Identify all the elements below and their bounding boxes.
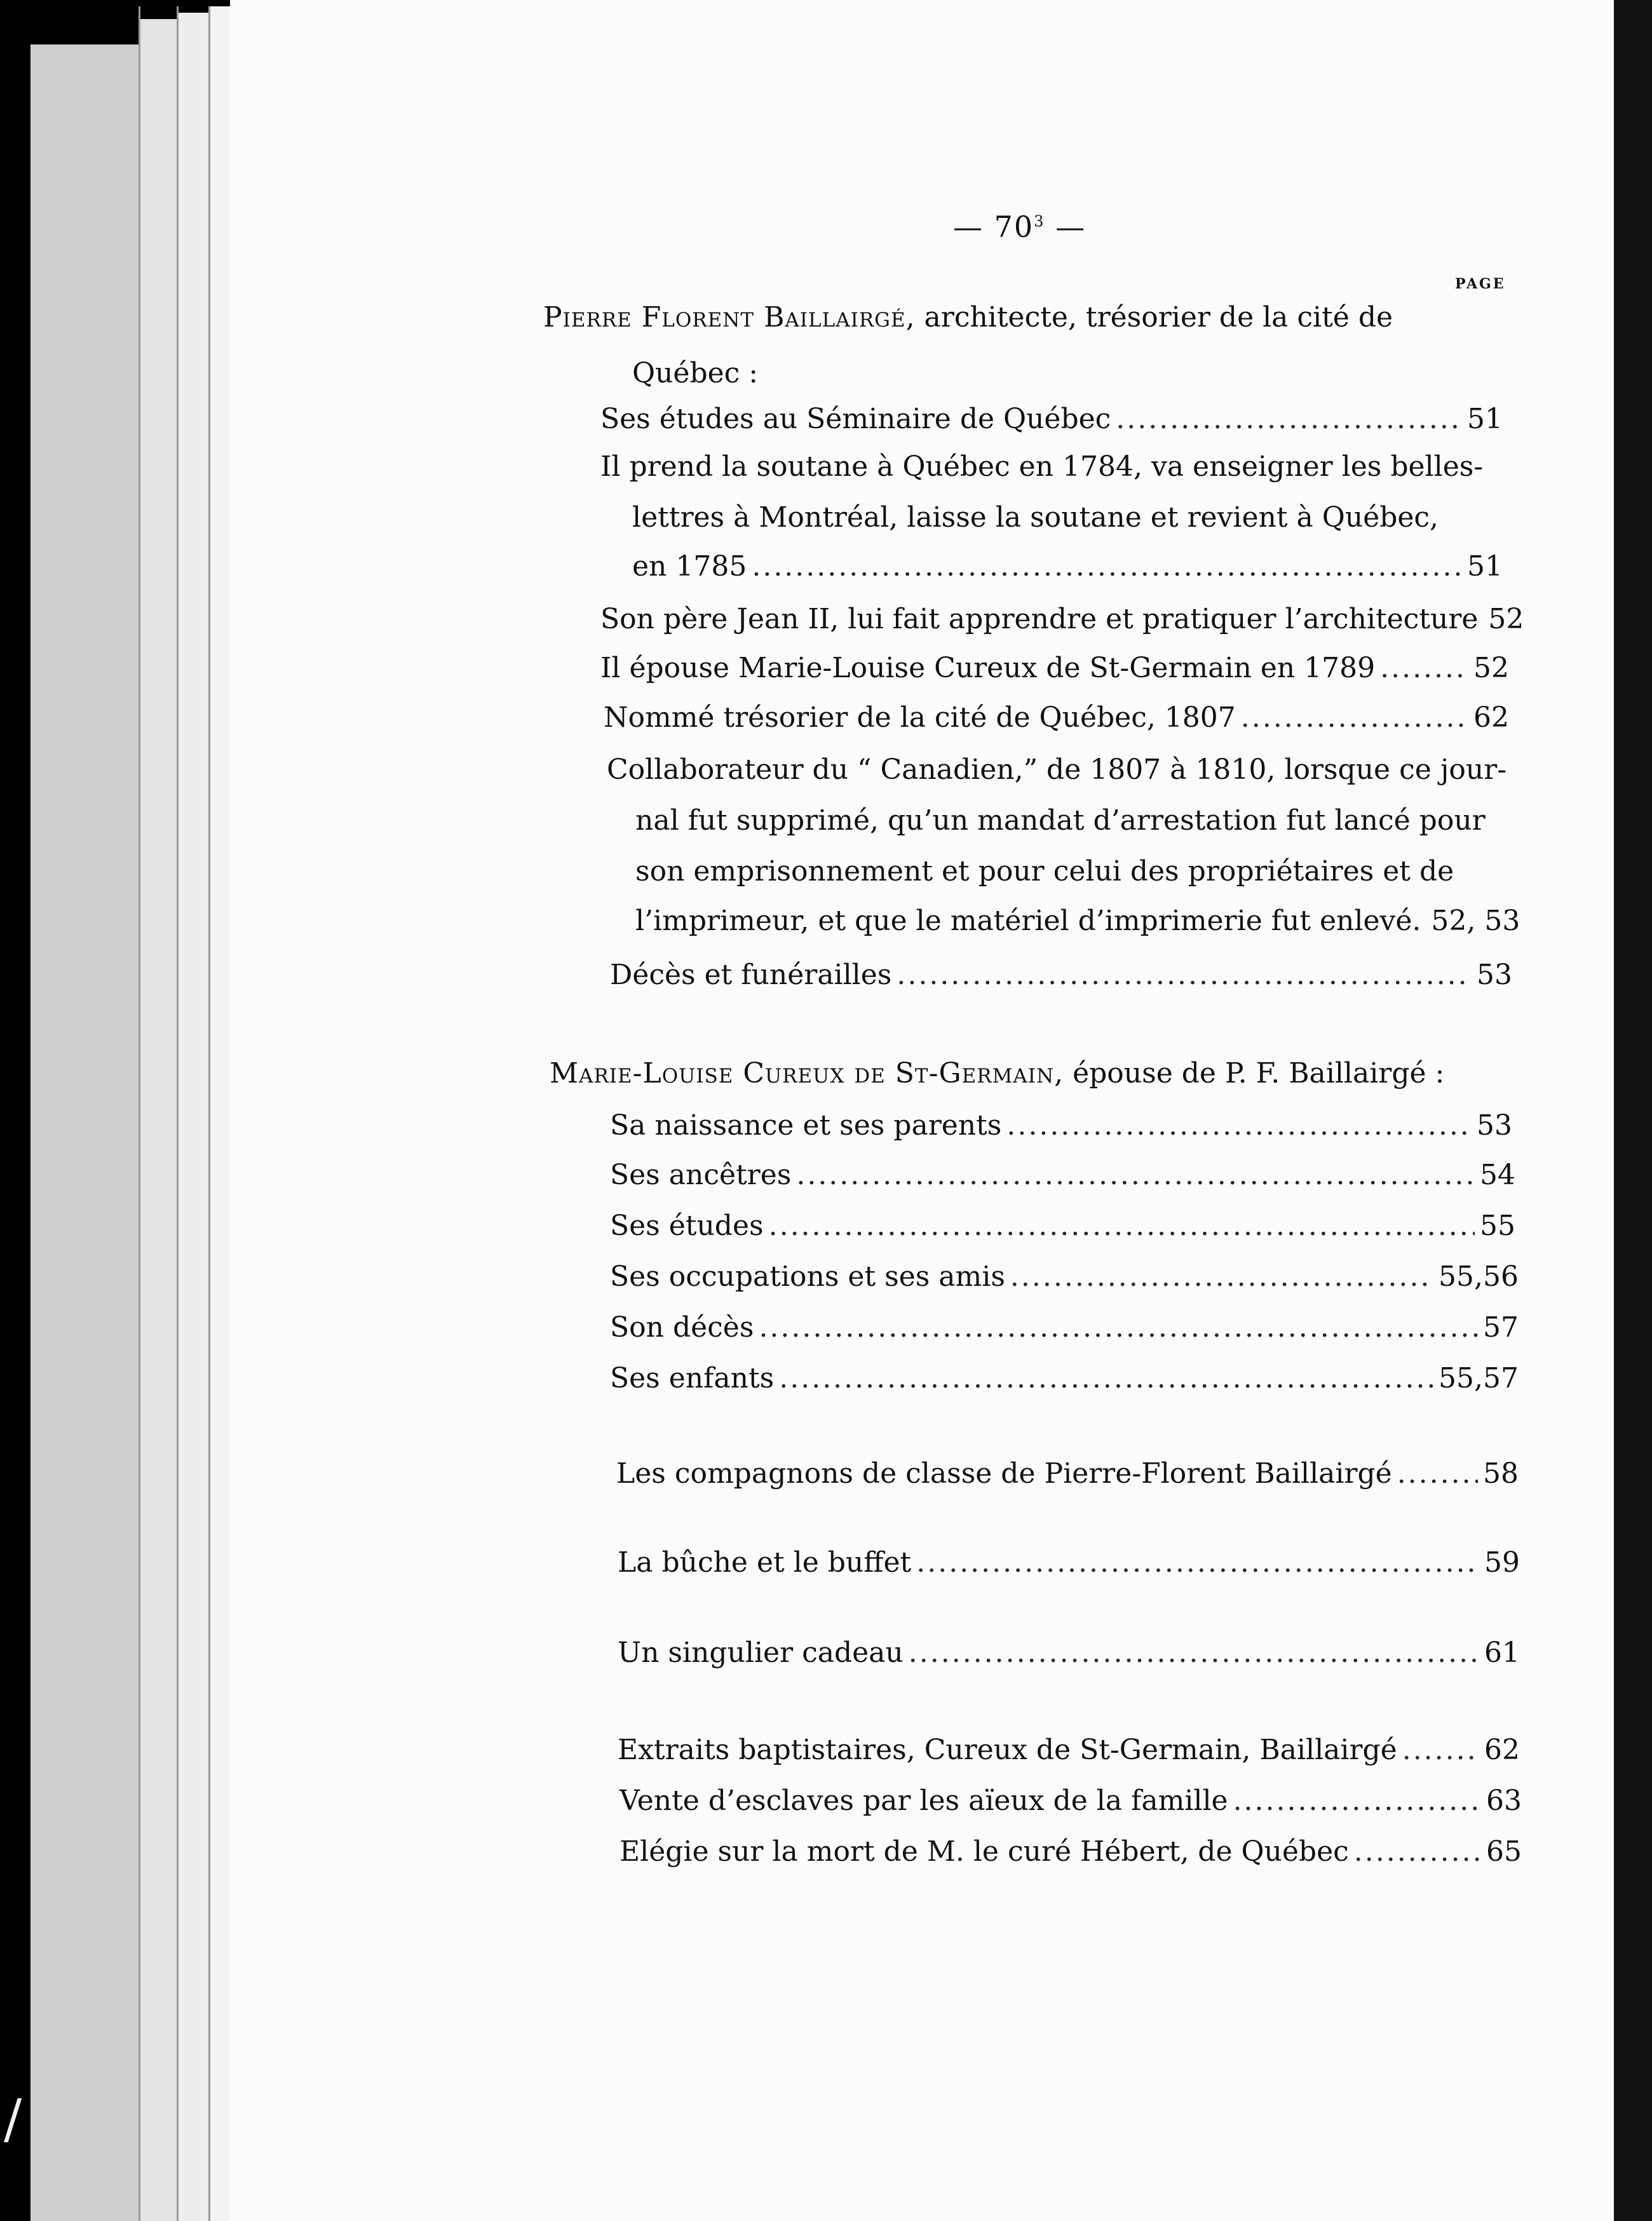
toc-entry-line: nal fut supprimé, qu’un mandat d’arrestation fut lancé pour — [635, 804, 1486, 837]
page-edge-line — [177, 6, 179, 2221]
toc-entry: La bûche et le buffet ..... 59 — [618, 1544, 1520, 1582]
toc-entry-line: son emprisonnement et pour celui des propriétaires et de — [635, 855, 1454, 888]
toc-entry: Décès et funérailles ..... 53 — [610, 956, 1512, 994]
toc-entry: en 1785 ..... 51 — [632, 548, 1503, 586]
scan-mark: / — [4, 2088, 22, 2150]
toc-entry: Sa naissance et ses parents ..... 53 — [610, 1107, 1512, 1145]
page-edge-line — [139, 6, 140, 2221]
toc-entry: Elégie sur la mort de M. le curé Hébert, de Québec ..... 65 — [620, 1833, 1522, 1871]
section-heading: Marie-Louise Cureux de St-Germain, épouse de P. F. Baillairgé : — [550, 1057, 1445, 1090]
toc-entry: Ses enfants ..... 55,57 — [610, 1360, 1519, 1398]
page-column-header: PAGE — [1455, 276, 1506, 292]
toc-entry: Il épouse Marie-Louise Cureux de St-Germain en 1789 ..... 52 — [600, 649, 1509, 687]
toc-entry-line: lettres à Montréal, laisse la soutane et revient à Québec, — [632, 501, 1439, 534]
page-edge-stack — [30, 44, 139, 2221]
toc-entry: Un singulier cadeau ..... 61 — [618, 1634, 1520, 1672]
toc-entry-line: Il prend la soutane à Québec en 1784, va enseigner les belles- — [600, 450, 1484, 483]
scan-border — [1614, 0, 1652, 2221]
toc-entry: Vente d’esclaves par les aïeux de la famille ..... 63 — [620, 1782, 1522, 1820]
page-edge-stack — [139, 19, 177, 2221]
section-heading: Pierre Florent Baillairgé, architecte, trésorier de la cité de — [543, 301, 1393, 334]
page-edge-stack — [177, 13, 208, 2221]
page-number: — $70^3$ — — [953, 210, 1087, 244]
toc-entry: Les compagnons de classe de Pierre-Florent Baillairgé ..... 58 — [616, 1455, 1519, 1493]
toc-entry: Son décès ..... 57 — [610, 1309, 1519, 1347]
toc-entry: Ses occupations et ses amis ..... 55,56 — [610, 1258, 1519, 1296]
page-edge-line — [208, 6, 210, 2221]
toc-entry: Ses études ..... 55 — [610, 1207, 1515, 1245]
toc-entry: Extraits baptistaires, Cureux de St-Germain, Baillairgé ..... 62 — [618, 1731, 1520, 1769]
toc-entry: Nommé trésorier de la cité de Québec, 1807 ..... 62 — [604, 699, 1509, 737]
section-heading-continued: Québec : — [632, 357, 759, 389]
toc-entry-line: Collaborateur du “ Canadien,” de 1807 à 1810, lorsque ce jour- — [607, 753, 1507, 786]
toc-entry: Ses études au Séminaire de Québec ..... 51 — [600, 400, 1503, 438]
toc-entry: Son père Jean II, lui fait apprendre et pratiquer l’architecture 52 — [600, 603, 1524, 635]
toc-entry: l’imprimeur, et que le matériel d’imprimerie fut enlevé. 52, 53 — [635, 905, 1520, 937]
toc-entry: Ses ancêtres ..... 54 — [610, 1156, 1515, 1194]
